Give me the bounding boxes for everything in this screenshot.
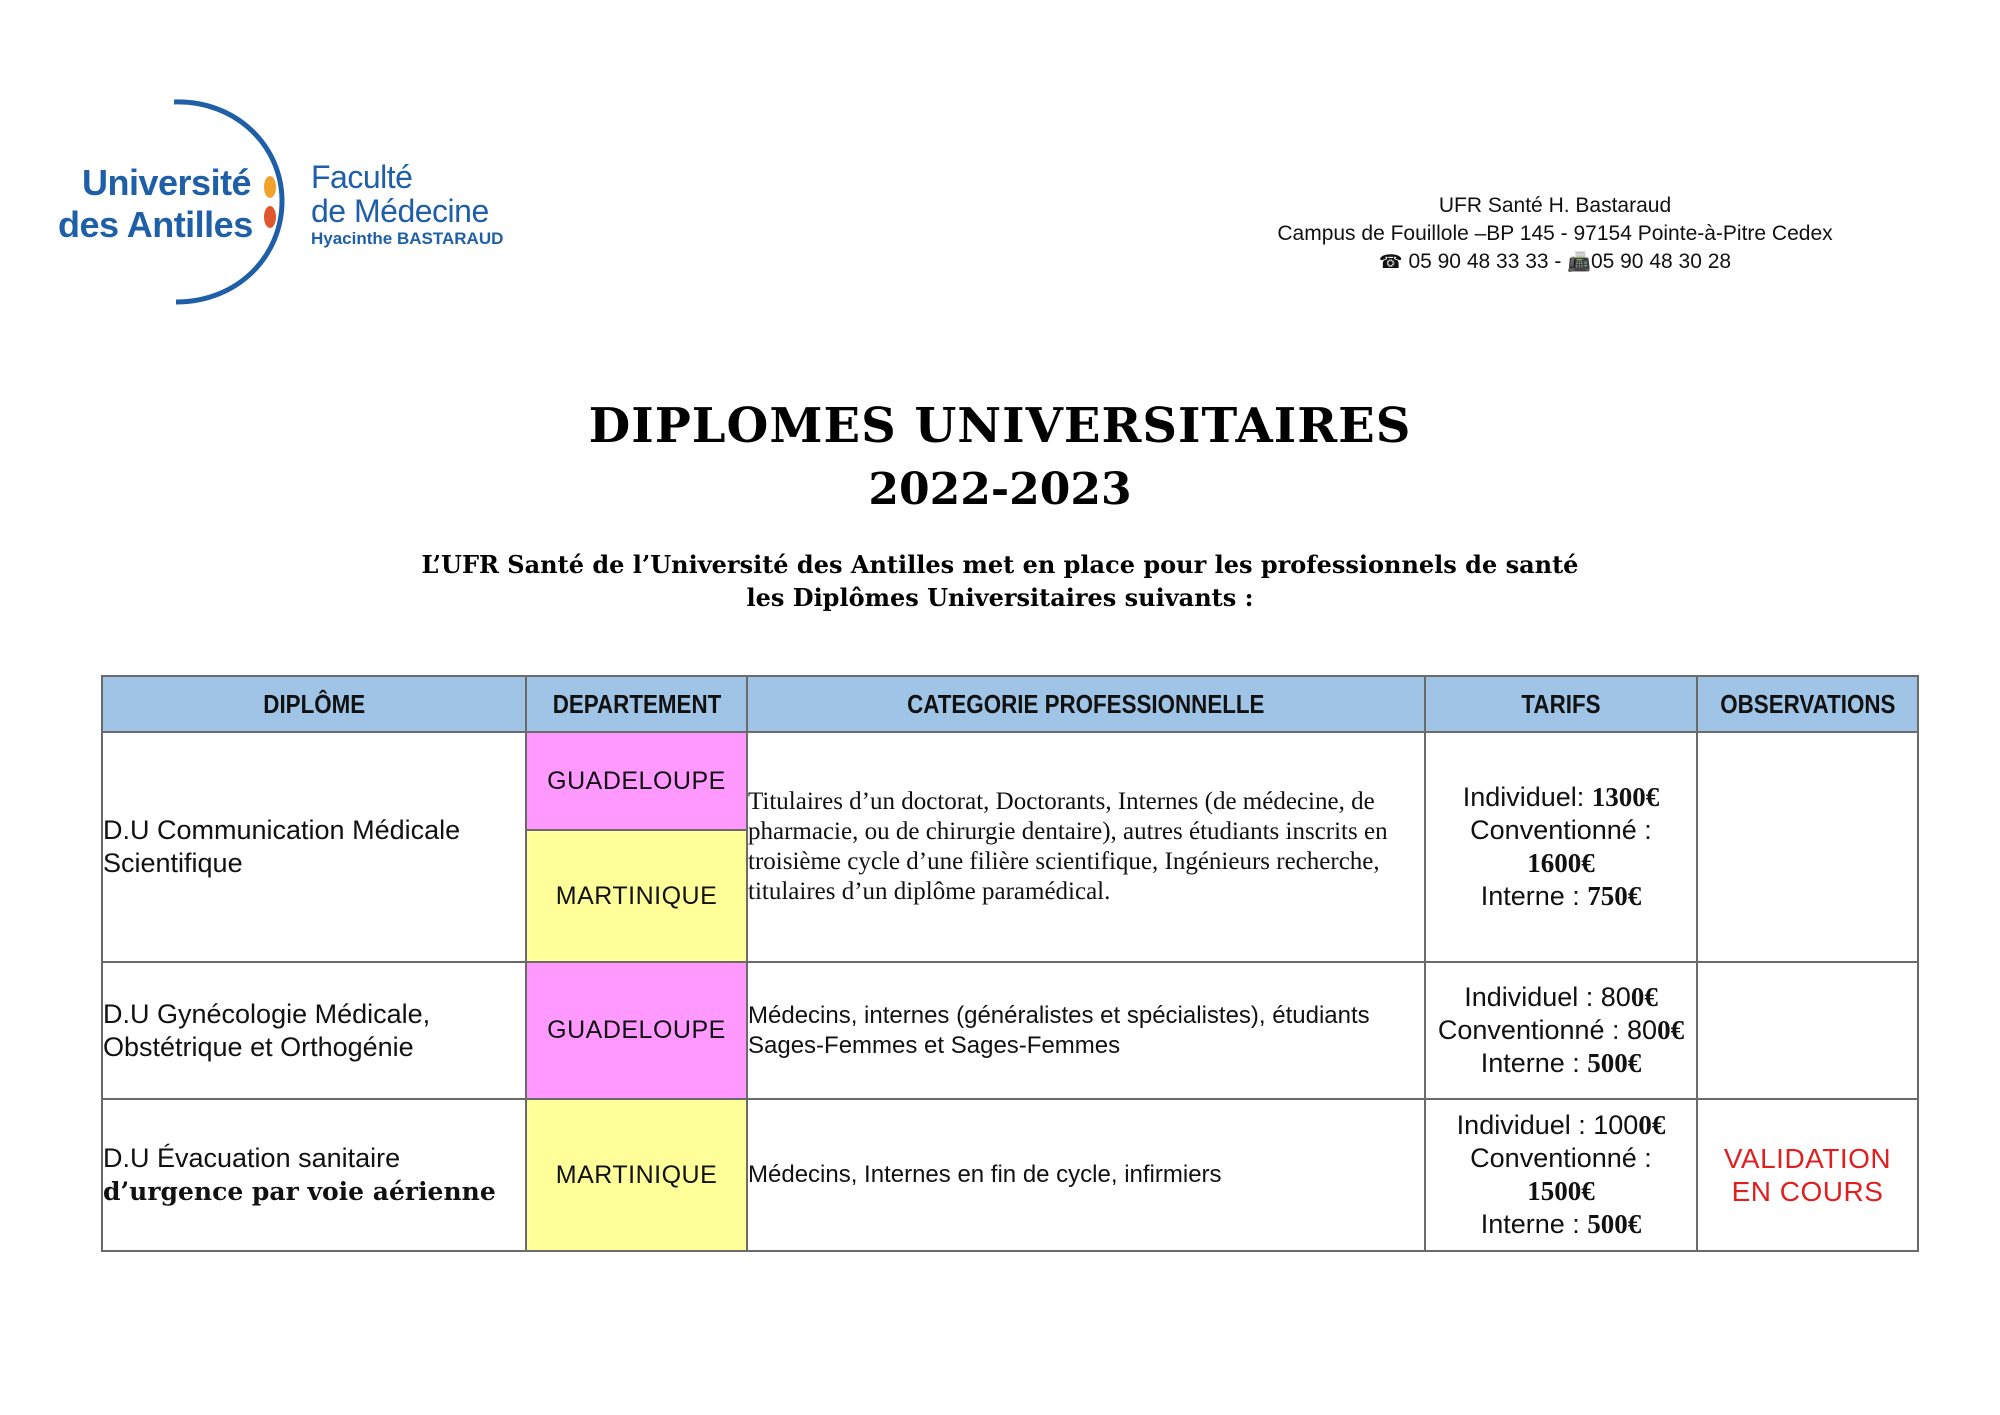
observations-cell — [1697, 732, 1918, 962]
phone-icon: ☎ — [1378, 251, 1403, 273]
fax-icon: 📠 — [1567, 251, 1591, 273]
fax-number: 05 90 48 30 28 — [1590, 250, 1732, 273]
university-name-line1: Université — [82, 162, 252, 203]
diplome-line2: Obstétrique et Orthogénie — [103, 1031, 414, 1062]
header-tarifs: TARIFS — [1425, 676, 1697, 732]
contact-separator: - — [1554, 250, 1562, 273]
diplome-cell — [102, 732, 526, 962]
table-row — [102, 1099, 1918, 1251]
tarif-interne: Interne : 750€ — [1480, 881, 1642, 911]
faculty-name-line1: Faculté — [311, 159, 413, 195]
university-name-line2: des Antilles — [58, 204, 253, 245]
address-line1: UFR Santé H. Bastaraud — [1438, 194, 1672, 217]
tarif-individuel: Individuel : 1000€ — [1456, 1110, 1666, 1140]
page-title: DIPLOMES UNIVERSITAIRES — [588, 398, 1412, 454]
logo-orange-dot-icon — [264, 176, 276, 198]
header-observations: OBSERVATIONS — [1697, 676, 1918, 732]
intro-text — [0, 548, 2000, 614]
table-header-row — [102, 676, 1918, 732]
tarif-individuel: Individuel : 800€ — [1464, 982, 1658, 1012]
diplomas-table — [101, 675, 1919, 1252]
department-cell-guadeloupe: GUADELOUPE — [526, 962, 747, 1099]
tarif-interne: Interne : 500€ — [1480, 1209, 1642, 1239]
diplome-cell — [102, 962, 526, 1099]
header-departement: DEPARTEMENT — [526, 676, 747, 732]
address-line2: Campus de Fouillole –BP 145 - 97154 Pointe-à-Pitre Cedex — [1277, 222, 1833, 245]
diplome-line1: D.U Communication Médicale — [103, 815, 461, 845]
tarif-conventionne: Conventionné : 800€ — [1437, 1015, 1685, 1045]
address-block — [1180, 192, 1930, 276]
university-logo — [56, 96, 296, 306]
tarif-individuel: Individuel: 1300€ — [1462, 782, 1660, 812]
observations-line1: VALIDATION — [1723, 1143, 1892, 1174]
tarif-conventionne-label: Conventionné : — [1470, 1143, 1652, 1173]
tarifs-cell — [1425, 962, 1697, 1099]
tarif-interne: Interne : 500€ — [1480, 1048, 1642, 1078]
categorie-cell: Médecins, internes (généralistes et spécialistes), étudiants Sages-Femmes et Sages-Femmes — [747, 962, 1425, 1099]
observations-line2: EN COURS — [1731, 1176, 1884, 1207]
table-row — [102, 962, 1918, 1099]
contact-line — [1180, 248, 1930, 276]
diplome-line2: d’urgence par voie aérienne — [103, 1177, 496, 1206]
faculty-name-line2: de Médecine — [311, 193, 489, 229]
diplome-cell — [102, 1099, 526, 1251]
tarifs-cell — [1425, 732, 1697, 962]
header-categorie: CATEGORIE PROFESSIONNELLE — [747, 676, 1425, 732]
intro-line1: L’UFR Santé de l’Université des Antilles met en place pour les professionnels de santé — [421, 550, 1579, 579]
observations-cell — [1697, 1099, 1918, 1251]
diplome-line1: D.U Gynécologie Médicale, — [103, 998, 431, 1029]
header-diplome: DIPLÔME — [102, 676, 526, 732]
categorie-cell: Titulaires d’un doctorat, Doctorants, Internes (de médecine, de pharmacie, ou de chirurgie dentaire), autres étudiants inscrits en troisième cycle d’une filière scientifique, Ingénieurs recherche, titulaires d’un diplôme paramédical. — [747, 732, 1425, 962]
page-year: 2022-2023 — [868, 464, 1132, 515]
logo-red-dot-icon — [264, 206, 276, 228]
categorie-cell: Médecins, Internes en fin de cycle, infirmiers — [747, 1099, 1425, 1251]
intro-line2: les Diplômes Universitaires suivants : — [746, 583, 1254, 612]
diplome-line1: D.U Évacuation sanitaire — [103, 1143, 401, 1173]
table-row — [102, 732, 1918, 830]
tarif-conventionne-label: Conventionné : — [1470, 815, 1652, 845]
department-cell-guadeloupe: GUADELOUPE — [526, 732, 747, 830]
tarif-conventionne: 1600€ — [1527, 848, 1595, 878]
department-cell-martinique: MARTINIQUE — [526, 830, 747, 962]
tarifs-cell — [1425, 1099, 1697, 1251]
phone-number: 05 90 48 33 33 — [1408, 250, 1549, 273]
tarif-conventionne: 1500€ — [1527, 1176, 1595, 1206]
diplome-line2: Scientifique — [103, 848, 243, 878]
department-cell-martinique: MARTINIQUE — [526, 1099, 747, 1251]
faculty-name-line3: Hyacinthe BASTARAUD — [311, 229, 504, 248]
observations-cell — [1697, 962, 1918, 1099]
faculty-logo — [311, 160, 503, 250]
